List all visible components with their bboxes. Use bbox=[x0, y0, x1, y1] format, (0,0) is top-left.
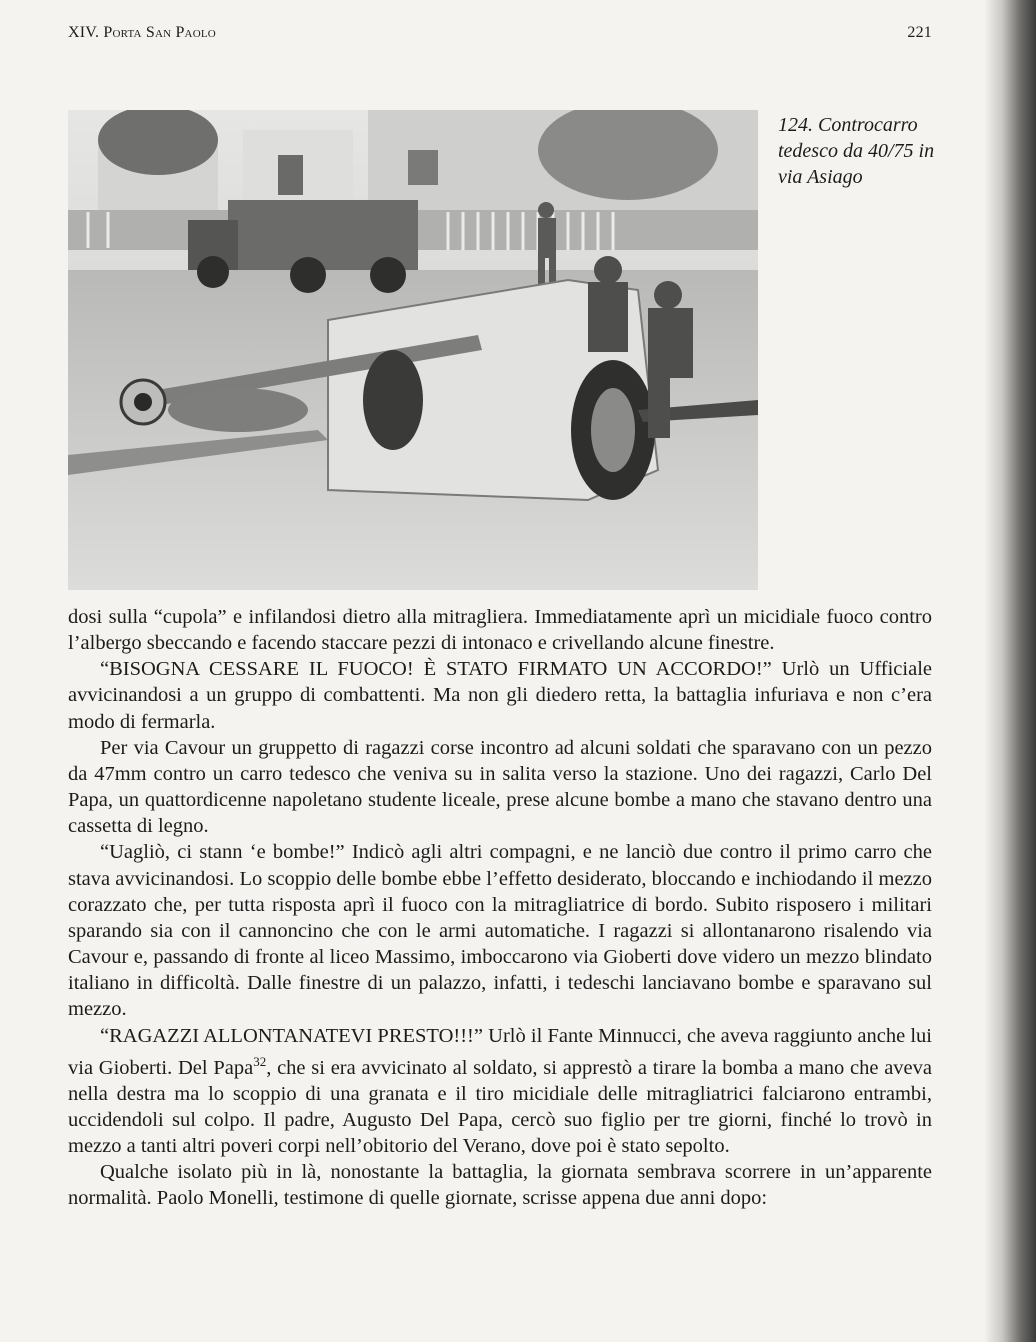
paragraph-text: , che si era avvicinato al soldato, si apprestò a tirare la bomba a mano che aveva nella destra ma lo scoppio di una granata e il tiro micidiale delle mitragliatrici falciarono entrambi, uccidendoli sul colpo. Il padre, Augusto Del Papa, cercò suo figlio per tre giorni, finché lo trovò in mezzo a tanti altri poveri corpi nell’obitorio del Verano, dove poi è stato sepolto. bbox=[68, 1056, 932, 1157]
paragraph: dosi sulla “cupola” e infilandosi dietro alla mitragliera. Immediatamente aprì un micidiale fuoco contro l’albergo sbeccando e facendo staccare pezzi di intonaco e crivellando alcune finestre. bbox=[68, 606, 932, 655]
gun-wheel-left bbox=[363, 350, 423, 450]
paragraph: “Uagliò, ci stann ‘e bombe!” Indicò agli altri compagni, e ne lanciò due contro il primo carro che stava avvicinandosi. Lo scoppio delle bombe ebbe l’effetto desiderato, bloccando e inchiodando il mezzo corazzato che, per tutta risposta aprì il fuoco con la mitragliatrice di bordo. Subito risposero i militari sparando sia con il cannoncino che con le armi automatiche. I ragazzi si allontanarono risalendo via Cavour e, passando di fronte al liceo Massimo, imboccarono via Gioberti dove videro un mezzo blindato italiano in difficoltà. Dalle finestre di un palazzo, infatti, i tedeschi lanciavano bombe e sparavano sul mezzo. bbox=[68, 841, 932, 1021]
paragraph-text: “RAGAZZI ALLONTANATEVI PRESTO!!!” Urlò il Fante Minnucci, che aveva raggiunto anche lui via Gioberti. Del Papa bbox=[68, 1024, 932, 1079]
section-title: XIV. Porta San Paolo bbox=[68, 24, 216, 41]
body-text bbox=[68, 604, 932, 1211]
footnote-reference[interactable]: 32 bbox=[253, 1053, 267, 1069]
figure-caption: 124. Controcarro tedesco da 40/75 in via Asiago bbox=[778, 114, 935, 188]
paragraph bbox=[68, 1023, 932, 1160]
equipment-bundle bbox=[168, 388, 308, 432]
running-head bbox=[68, 24, 932, 48]
figure-photo bbox=[68, 110, 758, 590]
page-gutter-shadow bbox=[984, 0, 1036, 1342]
page-number: 221 bbox=[907, 24, 932, 41]
antitank-gun-photo bbox=[68, 110, 758, 590]
paragraph: Qualche isolato più in là, nonostante la battaglia, la giornata sembrava scorrere in un’apparente normalità. Paolo Monelli, testimone di quelle giornate, scrisse appena due anni dopo: bbox=[68, 1161, 932, 1210]
paragraph: Per via Cavour un gruppetto di ragazzi corse incontro ad alcuni soldati che sparavano con un pezzo da 47mm contro un carro tedesco che veniva su in salita verso la stazione. Uno dei ragazzi, Carlo Del Papa, un quattordicenne napoletano studente liceale, prese alcune bombe a mano che stavano dentro una cassetta di legno. bbox=[68, 736, 932, 838]
paragraph: “BISOGNA CESSARE IL FUOCO! È STATO FIRMATO UN ACCORDO!” Urlò un Ufficiale avvicinandosi a un gruppo di combattenti. Ma non gli diedero retta, la battaglia infuriava e non c’era modo di fermarla. bbox=[68, 658, 932, 733]
